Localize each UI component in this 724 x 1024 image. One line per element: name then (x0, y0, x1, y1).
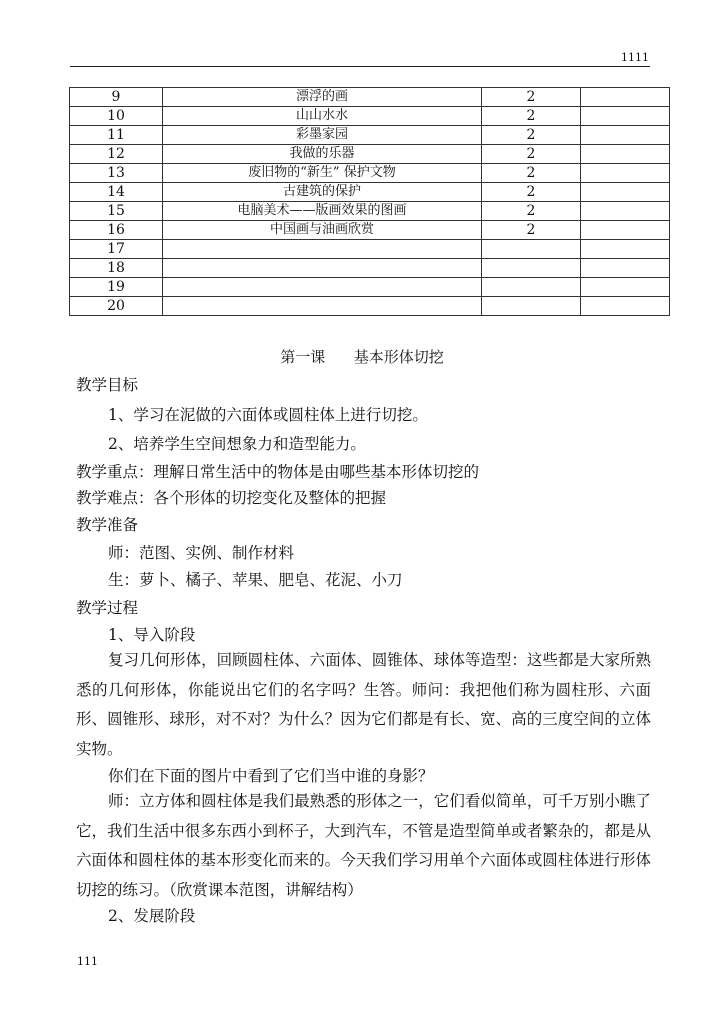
table-row (70, 240, 670, 259)
lesson-title-cell (163, 297, 482, 316)
lesson-note-cell (581, 240, 670, 259)
paragraph-1: 复习几何形体，回顾圆柱体、六面体、圆锥体、球体等造型：这些都是大家所熟悉的几何形体，你能说出它们的名字吗？生答。师问：我把他们称为圆柱形、六面形、圆锥形、球形，对不对？为什么？因为它们都是有长、宽、高的三度空间的立体实物。 (76, 651, 651, 758)
key-point: 教学重点：理解日常生活中的物体是由哪些基本形体切挖的 (76, 463, 480, 481)
lesson-note-cell (581, 183, 670, 202)
student-prep: 生：萝卜、橘子、苹果、肥皂、花泥、小刀 (108, 571, 403, 589)
lesson-note-cell (581, 278, 670, 297)
table-row (70, 88, 670, 107)
lesson-number-cell: 18 (70, 259, 163, 278)
stage-1: 1、导入阶段 (108, 626, 196, 644)
lesson-title-cell: 山山水水 (163, 107, 482, 126)
lesson-note-cell (581, 88, 670, 107)
table-row (70, 107, 670, 126)
teacher-prep: 师：范图、实例、制作材料 (108, 544, 295, 562)
lesson-hours-cell (482, 297, 581, 316)
table-row (70, 221, 670, 240)
lesson-number-cell: 9 (70, 88, 163, 107)
header-page-number: 1111 (621, 51, 649, 64)
table-row (70, 202, 670, 221)
schedule-table-body (70, 88, 670, 316)
paragraph-2: 你们在下面的图片中看到了它们当中谁的身影？ (108, 767, 434, 785)
lesson-hours-cell: 2 (482, 126, 581, 145)
lesson-title-cell: 漂浮的画 (163, 88, 482, 107)
table-row (70, 278, 670, 297)
lesson-note-cell (581, 202, 670, 221)
lesson-note-cell (581, 297, 670, 316)
table-row (70, 297, 670, 316)
objective-1: 1、学习在泥做的六面体或圆柱体上进行切挖。 (108, 406, 428, 424)
lesson-note-cell (581, 107, 670, 126)
lesson-number-cell: 12 (70, 145, 163, 164)
lesson-number-cell: 19 (70, 278, 163, 297)
lesson-note-cell (581, 221, 670, 240)
lesson-title-cell: 中国画与油画欣赏 (163, 221, 482, 240)
stage-2: 2、发展阶段 (108, 907, 196, 925)
table-row (70, 126, 670, 145)
table-row (70, 145, 670, 164)
lesson-note-cell (581, 164, 670, 183)
lesson-number-cell: 16 (70, 221, 163, 240)
lesson-number-cell: 10 (70, 107, 163, 126)
lesson-hours-cell: 2 (482, 88, 581, 107)
table-row (70, 183, 670, 202)
lesson-note-cell (581, 126, 670, 145)
paragraph-3: 师：立方体和圆柱体是我们最熟悉的形体之一，它们看似简单，可千万别小瞧了它，我们生活中很多东西小到杯子，大到汽车，不管是造型简单或者繁杂的，都是从六面体和圆柱体的基本形变化而来的。今天我们学习用单个六面体或圆柱体进行形体切挖的练习。（欣赏课本范图，讲解结构） (76, 792, 651, 899)
lesson-number-cell: 11 (70, 126, 163, 145)
lesson-title-cell (163, 278, 482, 297)
lesson-number-cell: 14 (70, 183, 163, 202)
lesson-hours-cell: 2 (482, 164, 581, 183)
process-heading: 教学过程 (76, 599, 139, 617)
lesson-title-cell: 古建筑的保护 (163, 183, 482, 202)
lesson-hours-cell (482, 278, 581, 297)
difficulty: 教学难点：各个形体的切挖变化及整体的把握 (76, 489, 387, 507)
lesson-hours-cell: 2 (482, 202, 581, 221)
header-rule (70, 66, 650, 67)
lesson-title-cell: 废旧物的“新生” 保护文物 (163, 164, 482, 183)
objective-2: 2、培养学生空间想象力和造型能力。 (108, 435, 366, 453)
lesson-title-cell: 电脑美术——版画效果的图画 (163, 202, 482, 221)
table-row (70, 164, 670, 183)
lesson-hours-cell: 2 (482, 145, 581, 164)
lesson-title-cell (163, 259, 482, 278)
lesson-hours-cell (482, 240, 581, 259)
lesson-number-cell: 15 (70, 202, 163, 221)
lesson-note-cell (581, 145, 670, 164)
lesson-hours-cell (482, 259, 581, 278)
lesson-title-cell (163, 240, 482, 259)
lesson-title-cell: 我做的乐器 (163, 145, 482, 164)
lesson-number-cell: 20 (70, 297, 163, 316)
lesson-hours-cell: 2 (482, 221, 581, 240)
lesson-title: 第一课 基本形体切挖 (280, 348, 444, 366)
lesson-hours-cell: 2 (482, 107, 581, 126)
lesson-note-cell (581, 259, 670, 278)
preparation-heading: 教学准备 (76, 516, 139, 534)
lesson-hours-cell: 2 (482, 183, 581, 202)
objectives-heading: 教学目标 (76, 376, 139, 394)
table-row (70, 259, 670, 278)
footer-page-number: 111 (77, 955, 98, 968)
lesson-number-cell: 17 (70, 240, 163, 259)
lesson-number-cell: 13 (70, 164, 163, 183)
lesson-title-cell: 彩墨家园 (163, 126, 482, 145)
schedule-table (69, 87, 670, 316)
